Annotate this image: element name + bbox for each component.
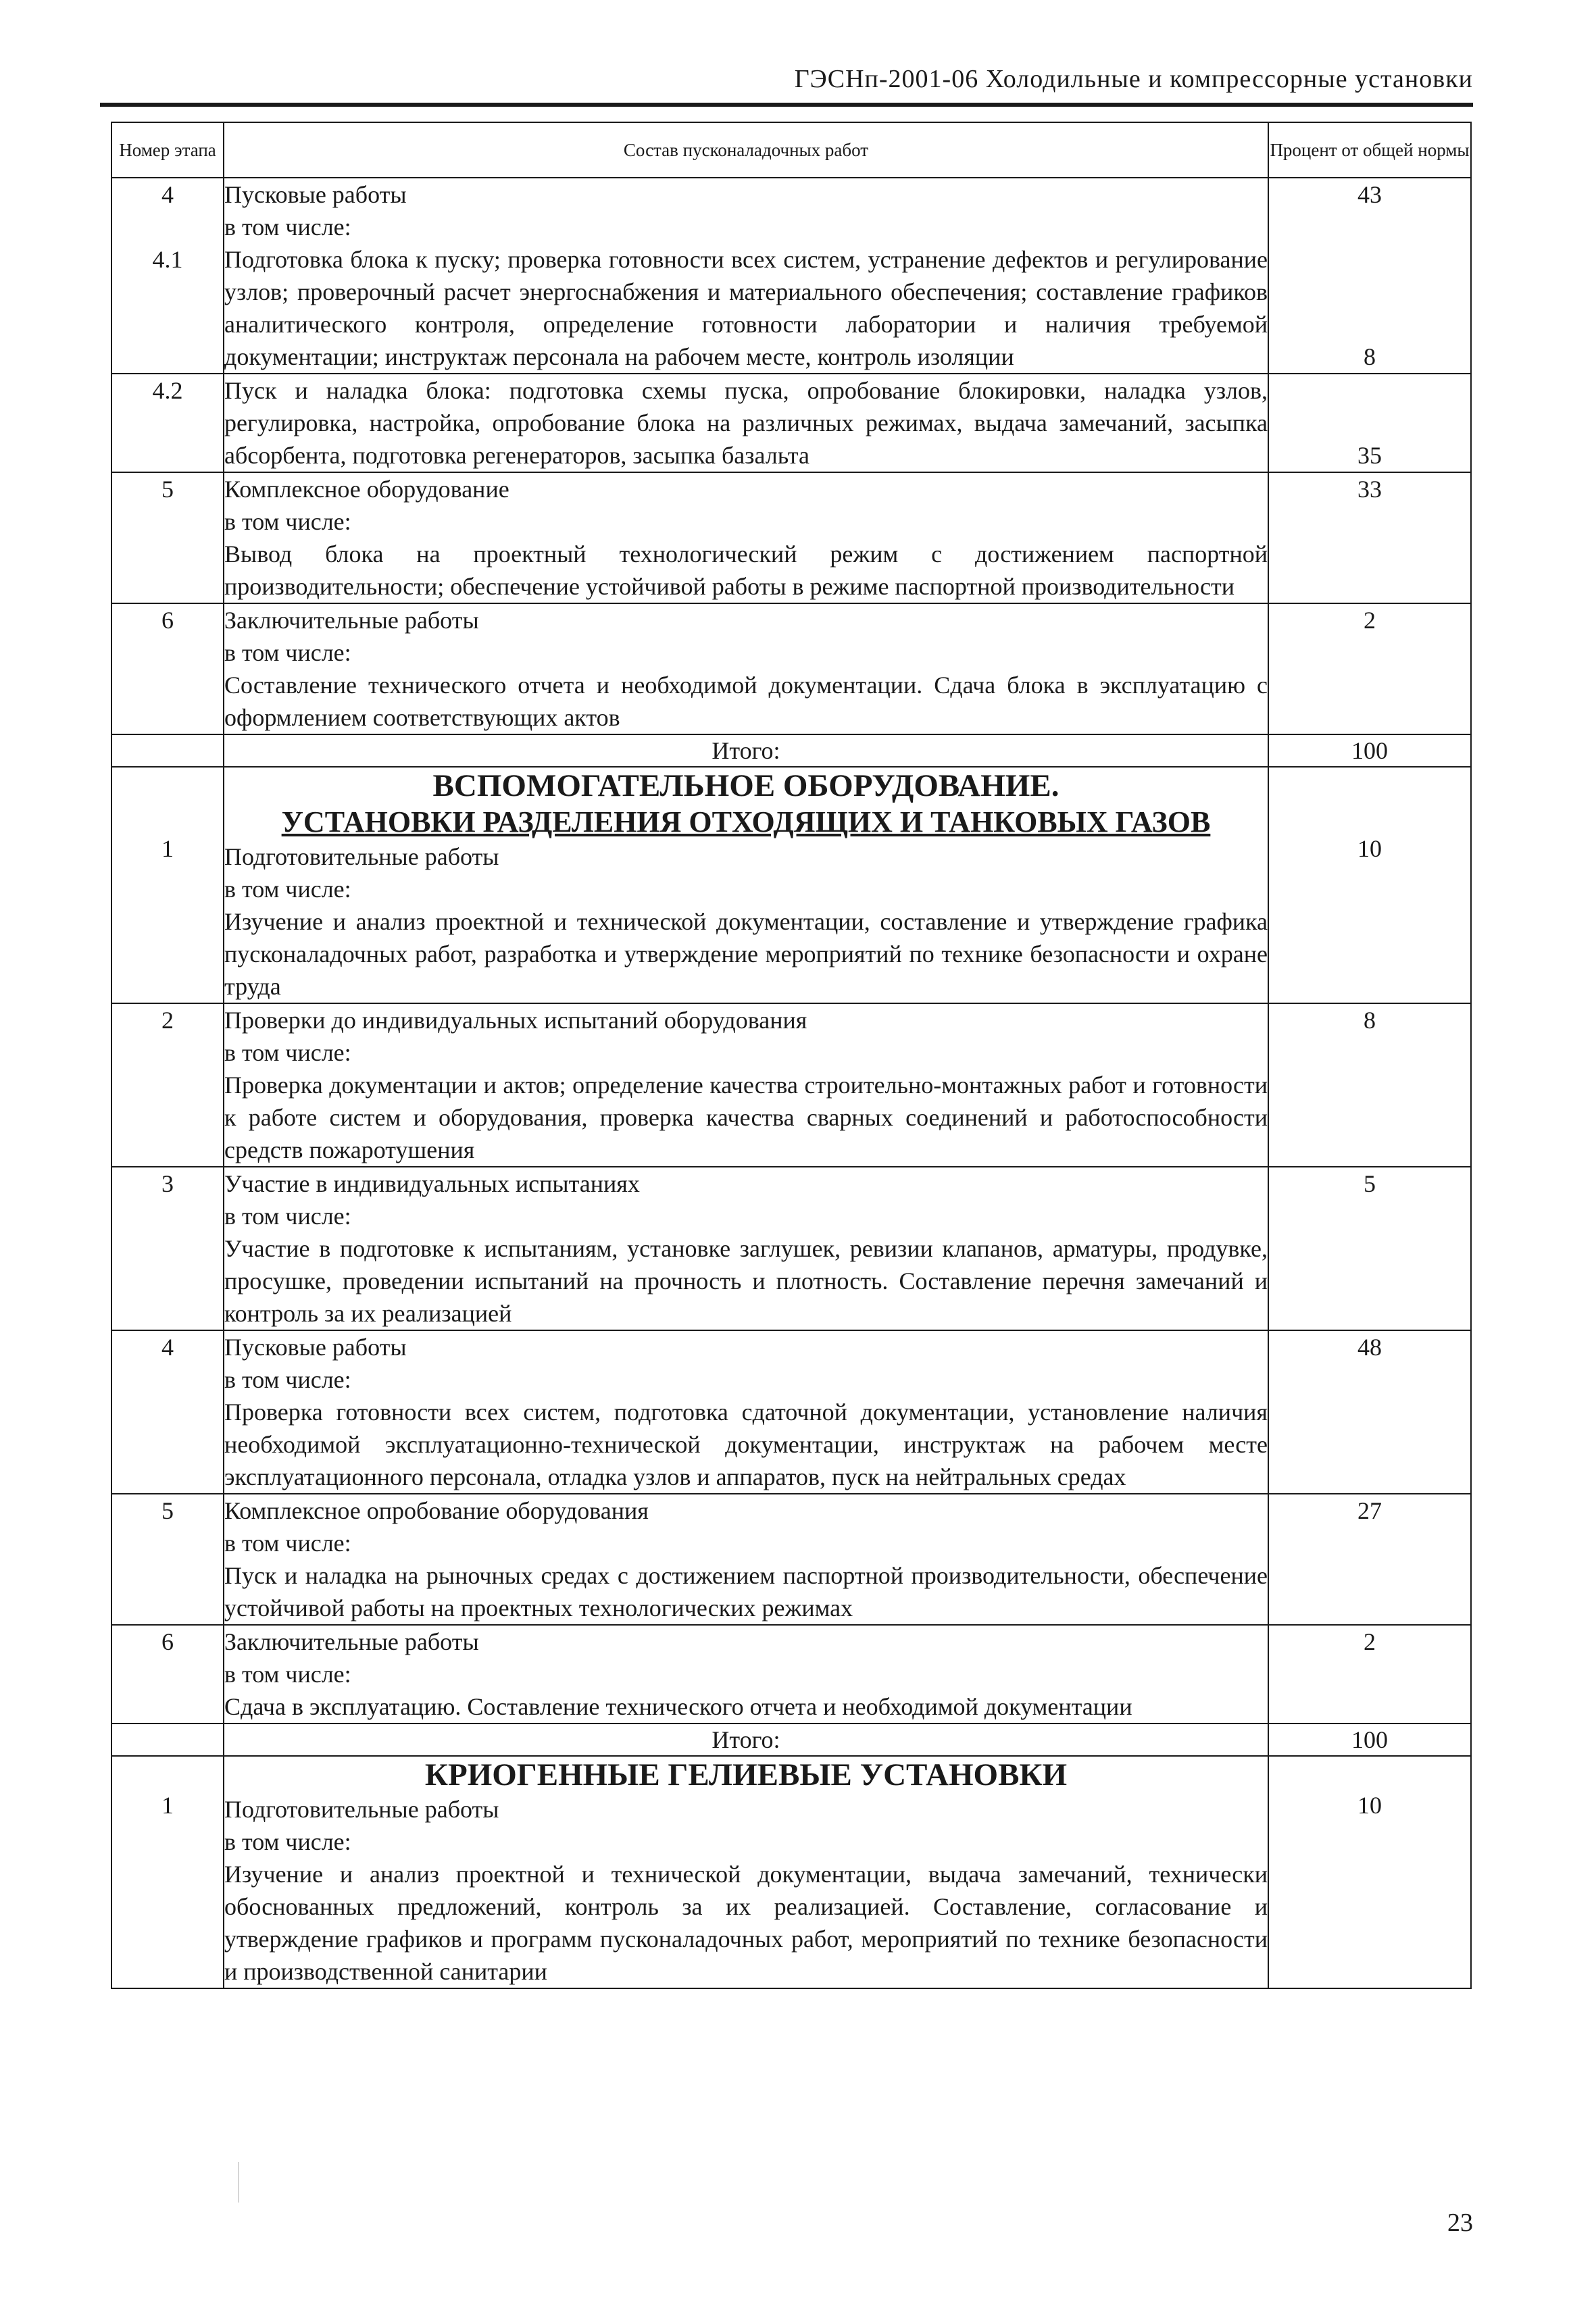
stage-title: Комплексное опробование оборудования bbox=[224, 1497, 649, 1524]
stage-subtitle: в том числе: bbox=[224, 508, 351, 535]
stage-description: Изучение и анализ проектной и технической документации, выдача замечаний, технически обоснованных предложений, контроль за их реализацией. Составление, согласование и утверждение графиков и программ пусконаладочных работ, мероприятий по технике безопасности и производственной санитарии bbox=[224, 1861, 1268, 1985]
stage-subtitle: в том числе: bbox=[224, 1828, 351, 1855]
stage-title: Участие в индивидуальных испытаниях bbox=[224, 1170, 640, 1197]
stage-number: 6 bbox=[111, 603, 224, 734]
stage-subtitle: в том числе: bbox=[224, 1366, 351, 1393]
table-row bbox=[111, 1625, 1471, 1724]
table-row bbox=[111, 767, 1471, 1003]
table-row bbox=[111, 1003, 1471, 1167]
stage-number: 1 bbox=[161, 835, 174, 862]
stage-title: Подготовительные работы bbox=[224, 843, 499, 870]
section-title: КРИОГЕННЫЕ ГЕЛИЕВЫЕ УСТАНОВКИ bbox=[424, 1757, 1068, 1792]
commissioning-norms-table bbox=[111, 122, 1472, 1989]
stage-subtitle: в том числе: bbox=[224, 213, 351, 241]
stage-title: Заключительные работы bbox=[224, 1628, 479, 1655]
stage-title: Комплексное оборудование bbox=[224, 476, 509, 503]
stage-number: 5 bbox=[111, 472, 224, 603]
table-row bbox=[111, 603, 1471, 734]
stage-percent: 10 bbox=[1357, 835, 1382, 862]
stage-subtitle: в том числе: bbox=[224, 639, 351, 666]
stage-title: Пусковые работы bbox=[224, 181, 407, 208]
stage-title: Проверки до индивидуальных испытаний оборудования bbox=[224, 1007, 807, 1034]
stage-percent: 33 bbox=[1268, 472, 1471, 603]
column-header-percent: Процент от общей нормы bbox=[1268, 122, 1471, 178]
stage-number: 3 bbox=[111, 1167, 224, 1330]
stage-number: 4.2 bbox=[111, 374, 224, 472]
scan-artifact bbox=[238, 2162, 239, 2203]
stage-subtitle: в том числе: bbox=[224, 1203, 351, 1230]
stage-description: Подготовка блока к пуску; проверка готовности всех систем, устранение дефектов и регулирование узлов; проверочный расчет энергоснабжения и материального обеспечения; составление графиков аналитического контроля, определение готовности лаборатории и наличия требуемой документации; инструктаж персонала на рабочем месте, контроль изоляции bbox=[224, 246, 1268, 370]
stage-description: Проверка готовности всех систем, подготовка сдаточной документации, установление наличия необходимой эксплуатационно-технической документации, инструктаж на рабочем месте эксплуатационного персонала, отладка узлов и аппаратов, пуск на нейтральных средах bbox=[224, 1399, 1268, 1490]
stage-number: 1 bbox=[161, 1792, 174, 1819]
total-value: 100 bbox=[1268, 1724, 1471, 1756]
stage-subtitle: в том числе: bbox=[224, 1530, 351, 1557]
stage-subtitle: в том числе: bbox=[224, 1039, 351, 1066]
stage-description: Проверка документации и актов; определение качества строительно-монтажных работ и готовности к работе систем и оборудования, проверка качества сварных соединений и работоспособности средств пожаротушения bbox=[224, 1072, 1268, 1163]
stage-percent: 2 bbox=[1268, 603, 1471, 734]
stage-number: 2 bbox=[111, 1003, 224, 1167]
stage-title: Подготовительные работы bbox=[224, 1796, 499, 1823]
section-title: ВСПОМОГАТЕЛЬНОЕ ОБОРУДОВАНИЕ. bbox=[432, 768, 1059, 803]
total-label: Итого: bbox=[224, 1724, 1268, 1756]
stage-number: 4 bbox=[161, 181, 174, 208]
table-row bbox=[111, 1167, 1471, 1330]
table-header-row bbox=[111, 122, 1471, 178]
stage-number: 4 bbox=[111, 1330, 224, 1494]
stage-percent: 8 bbox=[1268, 1003, 1471, 1167]
stage-number: 6 bbox=[111, 1625, 224, 1724]
table-row bbox=[111, 374, 1471, 472]
column-header-content: Состав пусконаладочных работ bbox=[224, 122, 1268, 178]
stage-description: Вывод блока на проектный технологический режим с достижением паспортной производительности; обеспечение устойчивой работы в режиме паспортной производительности bbox=[224, 540, 1268, 600]
table-row bbox=[111, 472, 1471, 603]
stage-percent: 8 bbox=[1364, 343, 1376, 370]
table-row bbox=[111, 1330, 1471, 1494]
stage-subtitle: в том числе: bbox=[224, 1661, 351, 1688]
header-rule bbox=[100, 103, 1473, 107]
stage-percent: 27 bbox=[1268, 1494, 1471, 1625]
running-header: ГЭСНп-2001-06 Холодильные и компрессорные установки bbox=[794, 65, 1473, 93]
stage-subtitle: в том числе: bbox=[224, 876, 351, 903]
stage-percent: 5 bbox=[1268, 1167, 1471, 1330]
stage-number: 4.1 bbox=[152, 246, 183, 273]
stage-description: Пуск и наладка на рыночных средах с достижением паспортной производительности, обеспечение устойчивой работы на проектных технологических режимах bbox=[224, 1562, 1268, 1621]
table-row bbox=[111, 1756, 1471, 1988]
stage-percent: 10 bbox=[1357, 1792, 1382, 1819]
stage-percent: 2 bbox=[1268, 1625, 1471, 1724]
stage-description: Изучение и анализ проектной и технической документации, составление и утверждение графика пусконаладочных работ, разработка и утверждение мероприятий по технике безопасности и охране труда bbox=[224, 908, 1268, 1000]
stage-percent: 48 bbox=[1268, 1330, 1471, 1494]
table-row bbox=[111, 178, 1471, 374]
total-row bbox=[111, 734, 1471, 767]
table-row bbox=[111, 1494, 1471, 1625]
stage-description: Составление технического отчета и необходимой документации. Сдача блока в эксплуатацию с оформлением соответствующих актов bbox=[224, 672, 1268, 731]
total-value: 100 bbox=[1268, 734, 1471, 767]
stage-number: 5 bbox=[111, 1494, 224, 1625]
stage-percent: 35 bbox=[1357, 442, 1382, 469]
stage-description: Сдача в эксплуатацию. Составление технического отчета и необходимой документации bbox=[224, 1693, 1132, 1720]
stage-description: Пуск и наладка блока: подготовка схемы пуска, опробование блокировки, наладка узлов, регулировка, настройка, опробование блока на различных режимах, выдача замечаний, засыпка абсорбента, подготовка регенераторов, засыпка базальта bbox=[224, 374, 1268, 472]
column-header-stage: Номер этапа bbox=[111, 122, 224, 178]
stage-title: Пусковые работы bbox=[224, 1334, 407, 1361]
stage-percent: 43 bbox=[1357, 181, 1382, 208]
total-label: Итого: bbox=[224, 734, 1268, 767]
stage-description: Участие в подготовке к испытаниям, установке заглушек, ревизии клапанов, арматуры, продувке, просушке, проведении испытаний на прочность и плотность. Составление перечня замечаний и контроль за их реализацией bbox=[224, 1235, 1268, 1327]
total-row bbox=[111, 1724, 1471, 1756]
section-subtitle: УСТАНОВКИ РАЗДЕЛЕНИЯ ОТХОДЯЩИХ И ТАНКОВЫХ ГАЗОВ bbox=[281, 805, 1211, 838]
page-number: 23 bbox=[1447, 2209, 1473, 2237]
stage-title: Заключительные работы bbox=[224, 607, 479, 634]
